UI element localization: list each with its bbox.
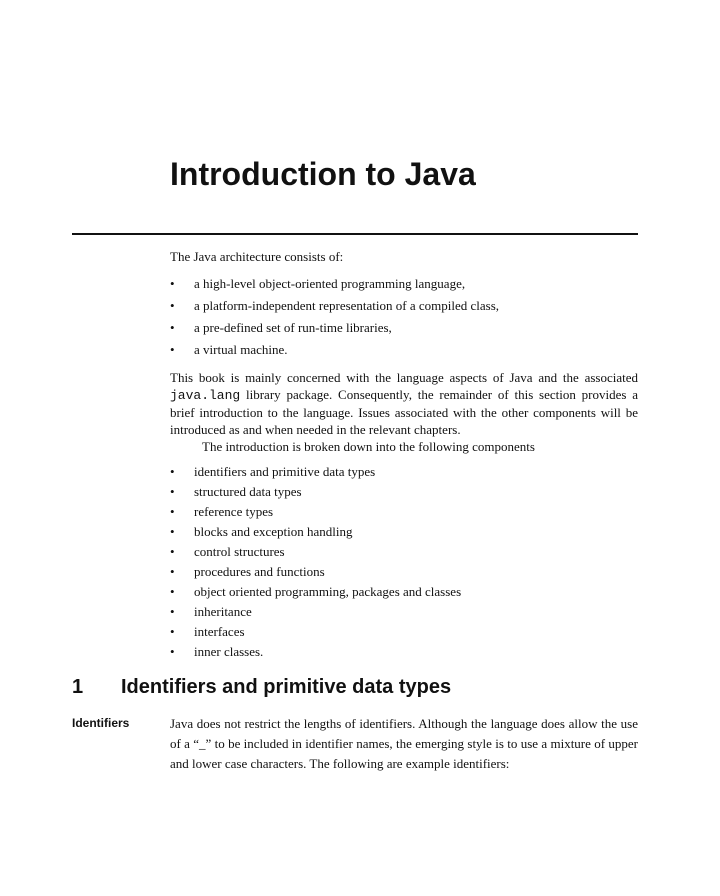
bullet-icon: • <box>170 320 175 335</box>
bullet-icon: • <box>170 342 175 357</box>
margin-label-identifiers: Identifiers <box>72 716 130 730</box>
architecture-list <box>170 275 638 363</box>
list-item <box>170 463 638 483</box>
section-number: 1 <box>72 676 84 698</box>
paragraph-text-post: library package. Consequently, the remainder of this section provides a brief introduction to the language. Issues associated with the other components will be introduced as and when needed in the relevant chapters. <box>170 387 638 437</box>
bullet-icon: • <box>170 644 175 659</box>
list-item-text: inner classes. <box>194 644 264 659</box>
list-item-text: reference types <box>194 504 274 519</box>
list-item <box>170 583 638 603</box>
list-item-text: object oriented programming, packages and classes <box>194 584 462 599</box>
bullet-icon: • <box>170 298 175 313</box>
list-item <box>170 483 638 503</box>
bullet-icon: • <box>170 524 175 539</box>
intro-paragraph <box>170 369 638 438</box>
bullet-icon: • <box>170 584 175 599</box>
list-item <box>170 643 638 663</box>
list-item-text: identifiers and primitive data types <box>194 464 376 479</box>
list-item-text: blocks and exception handling <box>194 524 353 539</box>
section-heading <box>72 674 451 700</box>
list-item <box>170 275 638 297</box>
list-item-text: procedures and functions <box>194 564 325 579</box>
list-item-text: a platform-independent representation of a compiled class, <box>194 298 500 313</box>
bullet-icon: • <box>170 464 175 479</box>
list-item-text: structured data types <box>194 484 302 499</box>
title-rule <box>72 233 638 235</box>
components-list <box>170 463 638 663</box>
list-item <box>170 503 638 523</box>
architecture-lead: The Java architecture consists of: <box>170 249 344 264</box>
bullet-icon: • <box>170 544 175 559</box>
components-lead: The introduction is broken down into the following components <box>202 439 535 454</box>
list-item <box>170 297 638 319</box>
list-item-text: a pre-defined set of run-time libraries, <box>194 320 392 335</box>
list-item <box>170 543 638 563</box>
list-item-text: control structures <box>194 544 285 559</box>
bullet-icon: • <box>170 504 175 519</box>
section-body-paragraph: Java does not restrict the lengths of identifiers. Although the language does allow the use of a “_” to be included in identifier names, the emerging style is to use a mixture of upper and lower case characters. The following are example identifiers: <box>170 716 638 771</box>
chapter-intro <box>170 248 638 663</box>
paragraph-text-pre: This book is mainly concerned with the language aspects of Java and the associated <box>170 370 638 385</box>
chapter-title: Introduction to Java <box>170 156 476 192</box>
list-item-text: a high-level object-oriented programming language, <box>194 276 466 291</box>
list-item <box>170 523 638 543</box>
list-item <box>170 341 638 363</box>
list-item <box>170 623 638 643</box>
bullet-icon: • <box>170 276 175 291</box>
list-item <box>170 319 638 341</box>
bullet-icon: • <box>170 624 175 639</box>
package-name-code: java.lang <box>170 388 241 403</box>
list-item-text: a virtual machine. <box>194 342 288 357</box>
list-item-text: interfaces <box>194 624 245 639</box>
section-title: Identifiers and primitive data types <box>121 676 452 698</box>
list-item-text: inheritance <box>194 604 252 619</box>
list-item <box>170 563 638 583</box>
bullet-icon: • <box>170 564 175 579</box>
bullet-icon: • <box>170 484 175 499</box>
bullet-icon: • <box>170 604 175 619</box>
list-item <box>170 603 638 623</box>
